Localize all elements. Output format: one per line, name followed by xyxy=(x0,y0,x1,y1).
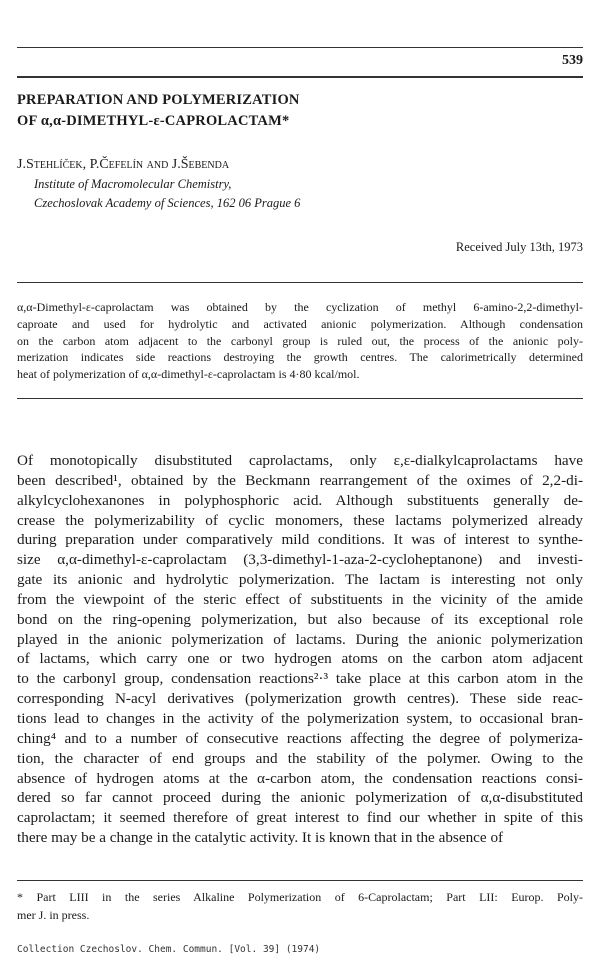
footnote-line: * Part LIII in the series Alkaline Polymerization of 6-Caprolactam; Part LII: Europ. Poly- xyxy=(17,890,583,904)
body-line: during preparation under comparatively mild conditions. It was of interest to synthe- xyxy=(17,531,583,549)
abstract-top-rule xyxy=(17,282,583,283)
body-line: Of monotopically disubstituted caprolactams, only ε,ε-dialkylcaprolactams have xyxy=(17,452,583,469)
body-line: from the viewpoint of the steric effect of substituents in the vicinity of the amide xyxy=(17,590,583,608)
abstract xyxy=(17,299,583,383)
affiliation-line-1: Institute of Macromolecular Chemistry, xyxy=(34,177,232,191)
body-line: gate its anionic and hydrolytic polymerization. The lactam is interesting not only xyxy=(17,571,583,589)
body-line: size α,α-dimethyl-ε-caprolactam (3,3-dimethyl-1-aza-2-cycloheptanone) and investi- xyxy=(17,551,583,569)
body-line: tion, the character of end groups and the stability of the polymer. Owing to the xyxy=(17,749,583,767)
body-line: corresponding N-acyl derivatives (polymerization growth centres). These side reac- xyxy=(17,690,583,708)
body-line: played in the anionic polymerization of lactams. During the anionic polymerization xyxy=(17,630,583,648)
abstract-line: caproate and used for hydrolytic and activated anionic polymerization. Although condensation xyxy=(17,316,583,331)
abstract-bottom-rule xyxy=(17,398,583,399)
top-rule xyxy=(17,47,583,48)
abstract-line: heat of polymerization of α,α-dimethyl-ε-caprolactam is 4·80 kcal/mol. xyxy=(17,367,360,382)
journal-footer: Collection Czechoslov. Chem. Commun. [Vol. 39] (1974) xyxy=(17,944,321,955)
header-rule xyxy=(17,76,583,78)
abstract-line: merization indicates side reactions destroying the growth centres. The calorimetrically determined xyxy=(17,350,583,365)
title-line-2: OF α,α-DIMETHYL-ε-CAPROLACTAM* xyxy=(17,113,290,129)
footnote-rule xyxy=(17,880,583,881)
body-line: alkylcyclohexanones in polyphosphoric acid. Although substituents generally de- xyxy=(17,491,583,509)
body-line: bond on the ring-opening polymerization, but also because of its exceptional role xyxy=(17,610,583,628)
footnote xyxy=(17,888,583,924)
body-line: of lactams, which carry one or two hydrogen atoms on the carbon atom adjacent xyxy=(17,650,583,668)
body-line: caprolactam; it seemed therefore of great interest to find our whether in spite of this xyxy=(17,809,583,827)
abstract-line: α,α-Dimethyl-ε-caprolactam was obtained by the cyclization of methyl 6-amino-2,2-dimethyl- xyxy=(17,300,583,314)
received-date: Received July 13th, 1973 xyxy=(455,240,583,254)
body-line: to the carbonyl group, condensation reactions²·³ take place at this carbon atom in the xyxy=(17,670,583,688)
body-line: dered so far cannot proceed during the anionic polymerization of α,α-disubstituted xyxy=(17,789,583,807)
body-text xyxy=(17,451,583,848)
body-line: there may be a change in the catalytic activity. It is known that in the absence of xyxy=(17,829,504,847)
body-line: absence of hydrogen atoms at the α-carbon atom, the condensation reactions consi- xyxy=(17,769,583,787)
body-line: crease the polymerizability of cyclic monomers, these lactams polymerized already xyxy=(17,511,583,529)
body-line: been described¹, obtained by the Beckmann rearrangement of the oximes of 2,2-di- xyxy=(17,471,583,489)
page-number: 539 xyxy=(562,53,583,68)
affiliation-line-2: Czechoslovak Academy of Sciences, 162 06 Prague 6 xyxy=(34,196,301,210)
title-line-1: PREPARATION AND POLYMERIZATION xyxy=(17,92,300,108)
body-line: tions lead to changes in the activity of the polymerization system, to occasional bran- xyxy=(17,709,583,727)
body-line: ching⁴ and to a number of consecutive reactions affecting the degree of polymeriza- xyxy=(17,729,583,747)
footnote-line: mer J. in press. xyxy=(17,908,90,922)
authors: J.Stehlíček, P.Čefelín and J.Šebenda xyxy=(17,157,230,172)
abstract-line: on the carbon atom adjacent to the carbonyl group is ruled out, the process of the anionic poly- xyxy=(17,333,583,348)
